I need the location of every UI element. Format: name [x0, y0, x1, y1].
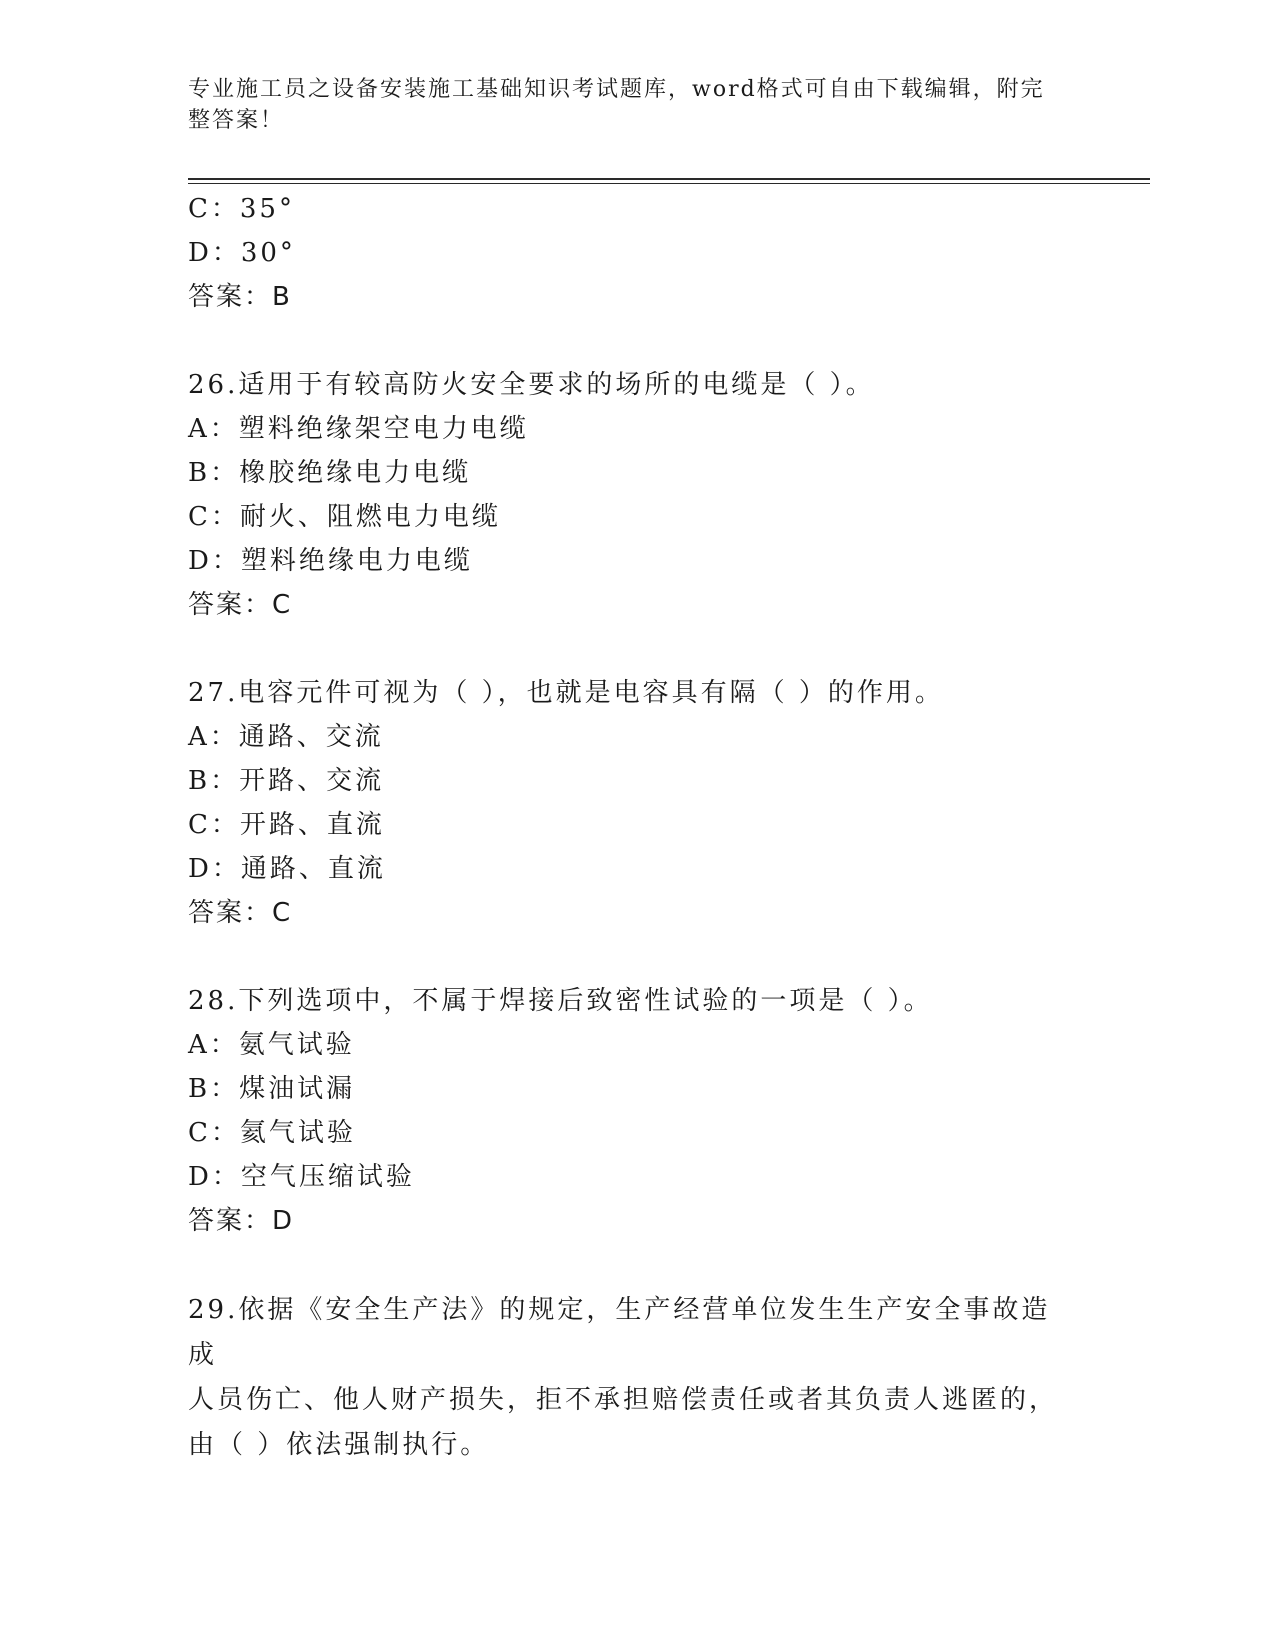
- q28-option-b: B：煤油试漏: [188, 1074, 356, 1104]
- q28-option-c: C：氦气试验: [188, 1118, 356, 1148]
- q27-option-c: C：开路、直流: [188, 810, 385, 840]
- header-line-2: 整答案！: [188, 108, 285, 133]
- q26-answer: 答案：C: [188, 590, 293, 620]
- q27-option-b: B：开路、交流: [188, 766, 385, 796]
- q26-stem: 26.适用于有较高防火安全要求的场所的电缆是（ ）。: [188, 370, 875, 400]
- q25-option-d: D：30°: [188, 238, 296, 268]
- q25-answer: 答案：B: [188, 282, 292, 312]
- q28-answer: 答案：D: [188, 1206, 295, 1236]
- q26-option-a: A：塑料绝缘架空电力电缆: [188, 414, 529, 444]
- q29-stem: [188, 1288, 1068, 1468]
- q26-option-b: B：橡胶绝缘电力电缆: [188, 458, 472, 488]
- q27-option-d: D：通路、直流: [188, 854, 386, 884]
- document-header: [188, 74, 1068, 136]
- q29-stem-line-1: 29.依据《安全生产法》的规定，生产经营单位发生生产安全事故造成: [188, 1295, 1051, 1370]
- q28-option-a: A：氨气试验: [188, 1030, 355, 1060]
- header-divider-thin: [188, 183, 1150, 184]
- q27-stem: 27.电容元件可视为（ ），也就是电容具有隔（ ）的作用。: [188, 678, 944, 708]
- q28-stem: 28.下列选项中，不属于焊接后致密性试验的一项是（ ）。: [188, 986, 933, 1016]
- header-divider-thick: [188, 178, 1150, 180]
- q27-option-a: A：通路、交流: [188, 722, 384, 752]
- q29-stem-line-2: 人员伤亡、他人财产损失，拒不承担赔偿责任或者其负责人逃匿的，: [188, 1385, 1059, 1415]
- q26-option-d: D：塑料绝缘电力电缆: [188, 546, 473, 576]
- q26-option-c: C：耐火、阻燃电力电缆: [188, 502, 501, 532]
- q28-option-d: D：空气压缩试验: [188, 1162, 415, 1192]
- header-line-1: 专业施工员之设备安装施工基础知识考试题库，word格式可自由下载编辑，附完: [188, 77, 1045, 102]
- q27-answer: 答案：C: [188, 898, 293, 928]
- q25-option-c: C：35°: [188, 194, 295, 224]
- q29-stem-line-3: 由（ ）依法强制执行。: [188, 1430, 490, 1460]
